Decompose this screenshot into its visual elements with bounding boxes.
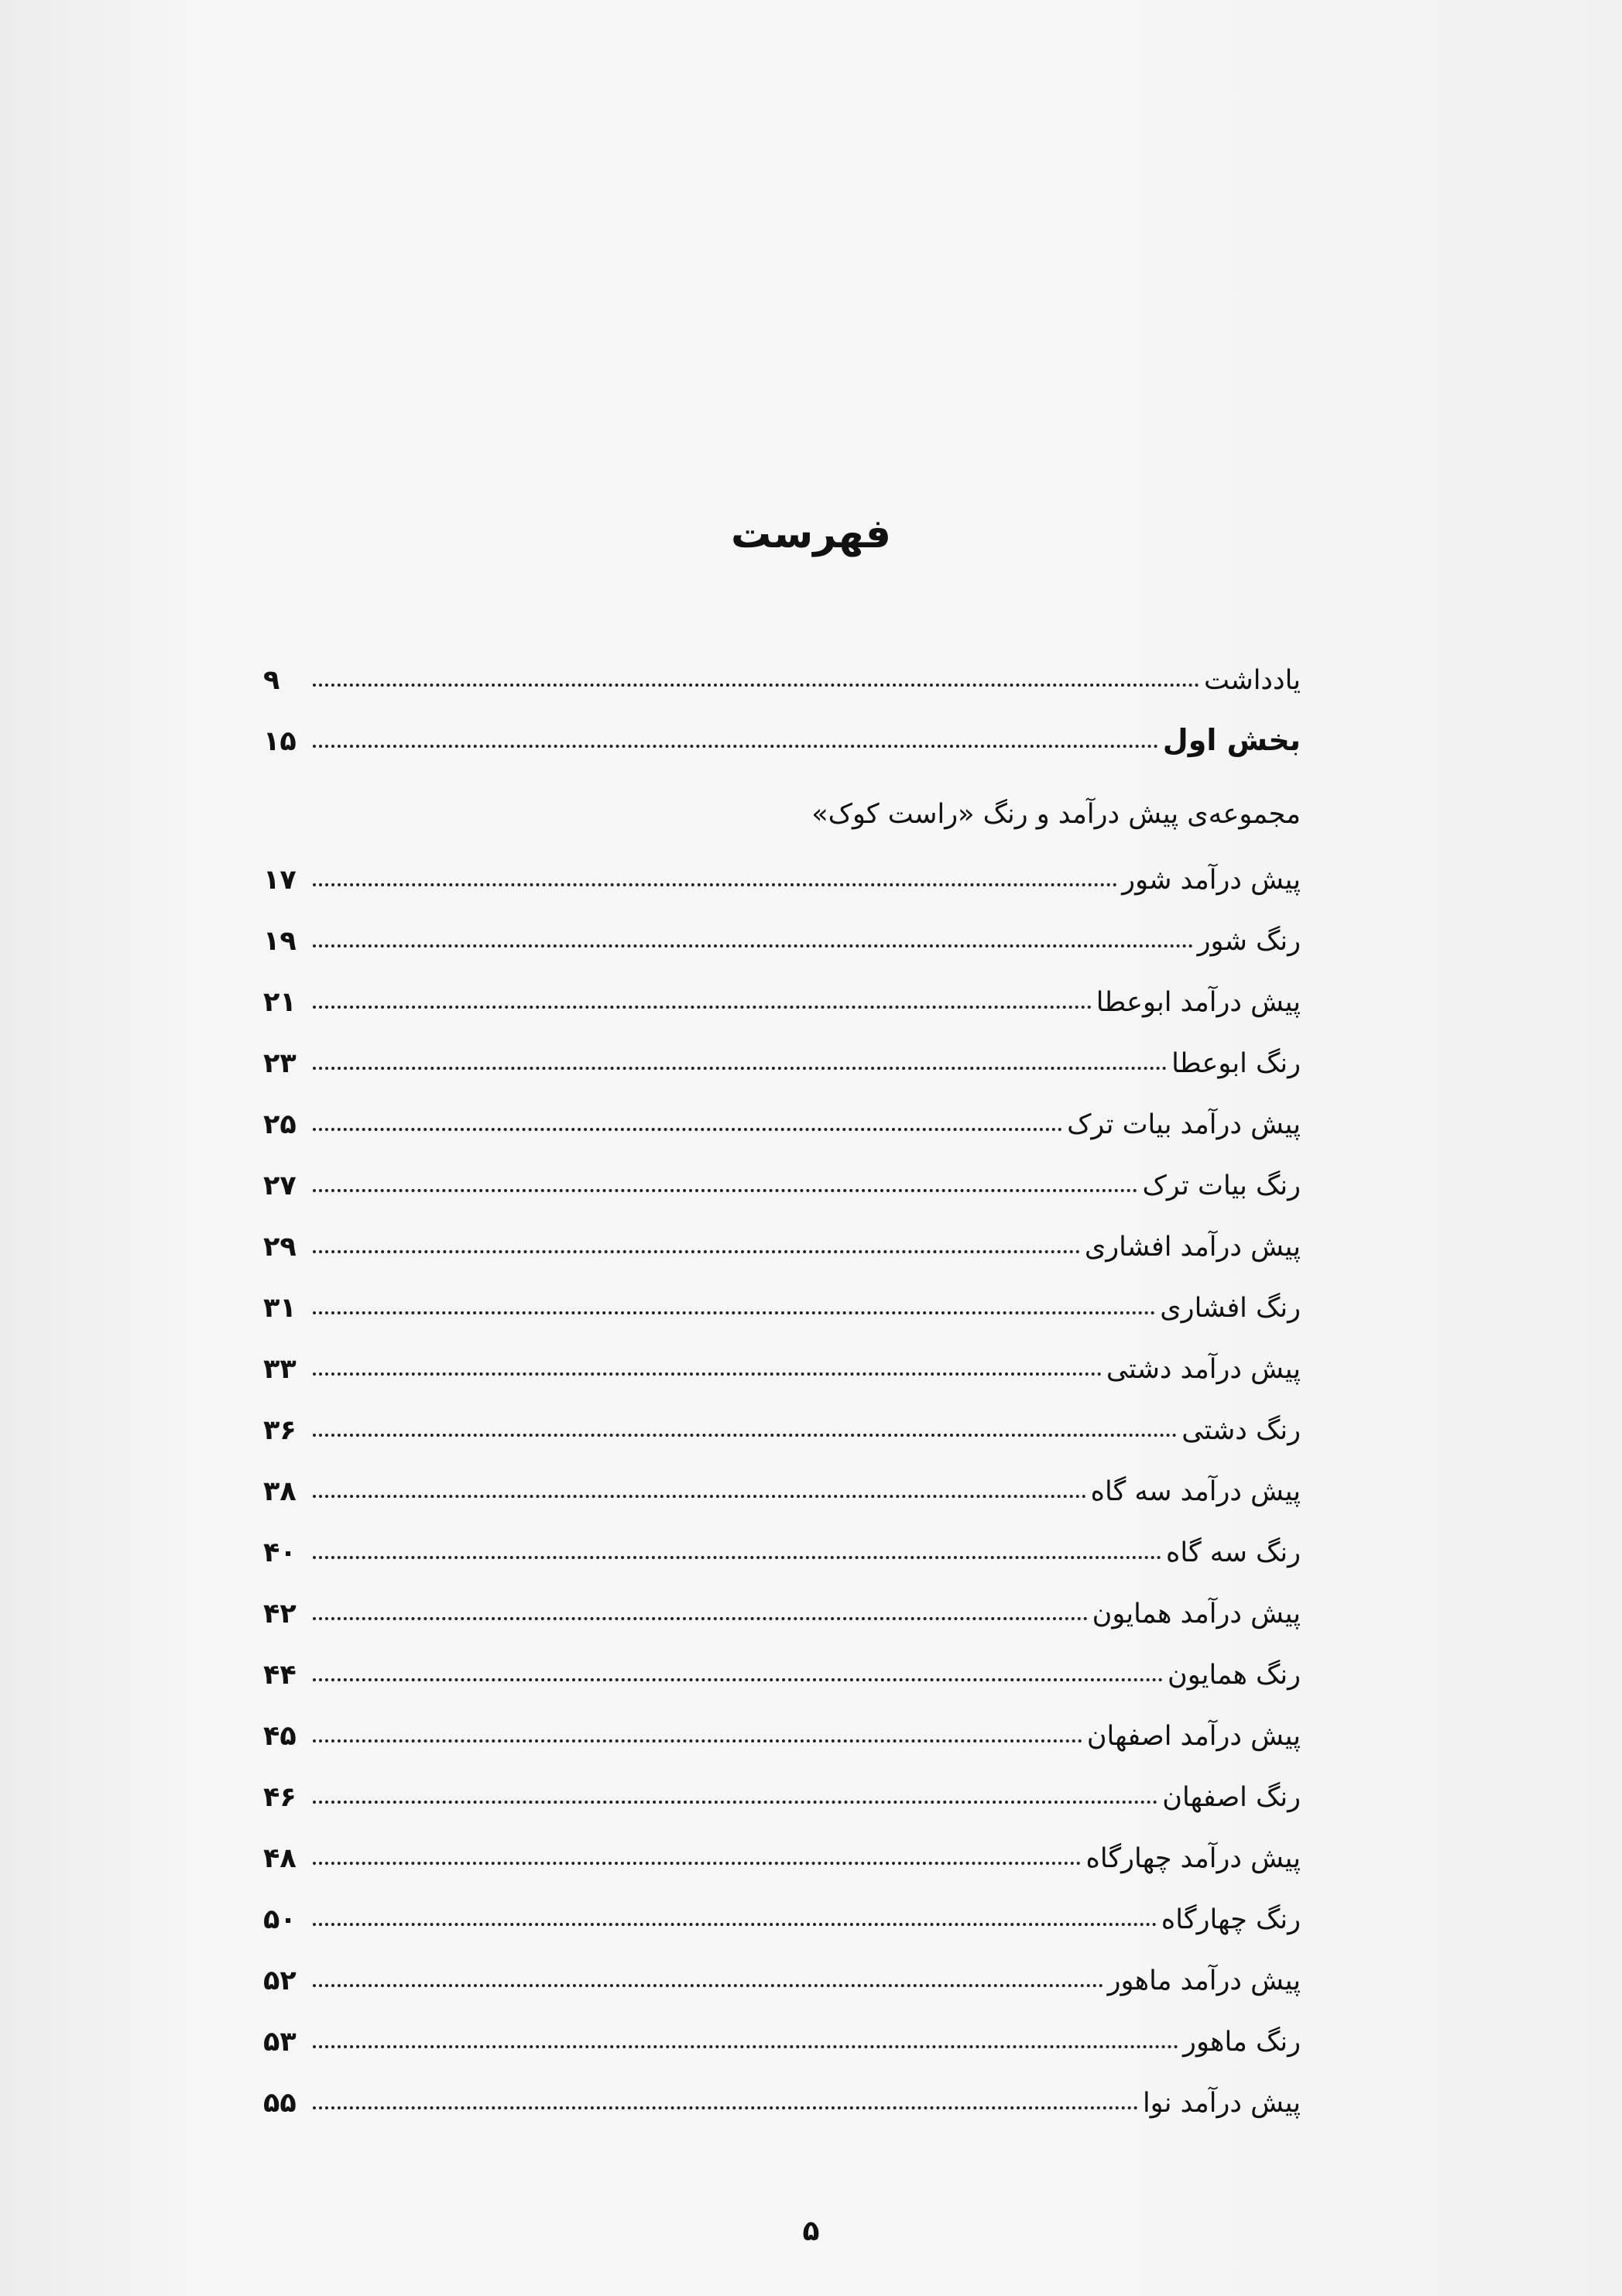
toc-entry-page: ۱۵ [263, 726, 297, 757]
toc-entry-label: پیش درآمد نوا [1142, 2088, 1301, 2119]
dot-leader [313, 1372, 1102, 1376]
toc-entry [263, 1752, 1301, 1813]
dot-leader [313, 1617, 1088, 1620]
toc-entry-page: ۴۴ [263, 1660, 297, 1691]
dot-leader [313, 1495, 1086, 1498]
dot-leader [313, 1189, 1137, 1192]
toc-entry [263, 834, 1301, 896]
dot-leader [313, 1801, 1157, 1804]
toc-entry [263, 1874, 1301, 1935]
page-title: فهرست [731, 511, 891, 557]
toc-entry [263, 1201, 1301, 1263]
toc-entry [263, 1263, 1301, 1324]
toc-entry-page: ۵۰ [263, 1904, 297, 1935]
toc-part-label: بخش اول [1162, 723, 1301, 757]
page-number: ۵ [802, 2215, 820, 2247]
dot-leader [313, 1678, 1163, 1681]
toc-entry-page: ۲۳ [263, 1048, 297, 1079]
dot-leader [313, 1556, 1161, 1559]
dot-leader [313, 684, 1199, 687]
toc-entry [263, 957, 1301, 1018]
toc-entry-page: ۳۸ [263, 1476, 297, 1507]
toc-entry-label: پیش درآمد ابوعطا [1096, 987, 1301, 1018]
toc-entry-page: ۱۹ [263, 926, 297, 957]
toc-entry-page: ۴۶ [263, 1782, 297, 1813]
dot-leader [313, 1984, 1103, 1987]
dot-leader [313, 1862, 1081, 1865]
toc-entry-label: رنگ سه گاه [1166, 1537, 1301, 1568]
toc-entry [263, 1385, 1301, 1446]
dot-leader [313, 1311, 1155, 1314]
toc-entry-label: رنگ افشاری [1160, 1293, 1301, 1324]
toc-entry-label: پیش درآمد شور [1122, 865, 1301, 896]
toc-entry [263, 1935, 1301, 1996]
table-of-contents [263, 635, 1301, 2119]
toc-entry [263, 1018, 1301, 1079]
toc-entry-page: ۵۲ [263, 1965, 297, 1996]
toc-entry-label: یادداشت [1204, 665, 1301, 696]
dot-leader [313, 745, 1158, 748]
toc-entry [263, 1507, 1301, 1568]
toc-entry-page: ۳۳ [263, 1354, 297, 1385]
toc-entry-page: ۴۰ [263, 1537, 297, 1568]
toc-entry-page: ۴۸ [263, 1843, 297, 1874]
toc-entry-page: ۴۲ [263, 1599, 297, 1629]
toc-entry-page: ۳۶ [263, 1415, 297, 1446]
toc-entry [263, 1079, 1301, 1140]
dot-leader [313, 1006, 1092, 1009]
toc-entry [263, 1568, 1301, 1629]
dot-leader [313, 1067, 1167, 1070]
toc-entry [263, 896, 1301, 957]
toc-entry-part [263, 696, 1301, 757]
toc-entry-label: رنگ چهارگاه [1161, 1904, 1301, 1935]
toc-entry [263, 1446, 1301, 1507]
toc-entry [263, 1813, 1301, 1874]
toc-entry-label: رنگ بیات ترک [1142, 1170, 1301, 1201]
toc-entry-label: رنگ اصفهان [1162, 1782, 1301, 1813]
toc-entry-page: ۳۱ [263, 1293, 297, 1324]
dot-leader [313, 1128, 1062, 1131]
toc-entry-label: پیش درآمد بیات ترک [1067, 1109, 1301, 1140]
toc-entry-label: رنگ ماهور [1183, 2027, 1301, 2058]
toc-entry-label: پیش درآمد چهارگاه [1085, 1843, 1301, 1874]
toc-entry-label: رنگ شور [1197, 926, 1301, 957]
toc-entry-page: ۲۹ [263, 1232, 297, 1263]
dot-leader [313, 1923, 1157, 1926]
toc-entry-label: پیش درآمد افشاری [1084, 1232, 1301, 1263]
toc-entry-page: ۲۱ [263, 987, 297, 1018]
toc-subheading: مجموعه‌ی پیش درآمد و رنگ «راست کوک» [811, 799, 1301, 830]
toc-entry-page: ۲۷ [263, 1170, 297, 1201]
toc-entry-page: ۱۷ [263, 865, 297, 896]
toc-entry-label: رنگ ابوعطا [1171, 1048, 1301, 1079]
toc-entry-label: رنگ همایون [1168, 1660, 1301, 1691]
toc-entry-page: ۴۵ [263, 1721, 297, 1752]
toc-entry-intro [263, 635, 1301, 696]
dot-leader [313, 883, 1117, 886]
toc-entry [263, 1691, 1301, 1752]
dot-leader [313, 2045, 1178, 2048]
toc-entry-page: ۵۵ [263, 2088, 297, 2119]
toc-entry-page: ۹ [263, 665, 280, 696]
dot-leader [313, 2106, 1138, 2109]
toc-entry-label: پیش درآمد ماهور [1107, 1965, 1301, 1996]
toc-entry-label: رنگ دشتی [1181, 1415, 1301, 1446]
toc-items [263, 834, 1301, 2119]
dot-leader [313, 944, 1193, 948]
dot-leader [313, 1434, 1177, 1437]
toc-entry-page: ۲۵ [263, 1109, 297, 1140]
dot-leader [313, 1250, 1080, 1253]
toc-entry [263, 1324, 1301, 1385]
toc-entry [263, 1140, 1301, 1201]
toc-entry-page: ۵۳ [263, 2027, 297, 2058]
toc-entry [263, 2058, 1301, 2119]
toc-entry [263, 1996, 1301, 2058]
toc-entry-label: پیش درآمد اصفهان [1086, 1721, 1301, 1752]
toc-entry [263, 1629, 1301, 1691]
toc-entry-label: پیش درآمد سه گاه [1090, 1476, 1301, 1507]
dot-leader [313, 1739, 1082, 1743]
toc-entry-label: پیش درآمد همایون [1092, 1599, 1301, 1629]
toc-entry-label: پیش درآمد دشتی [1106, 1354, 1301, 1385]
